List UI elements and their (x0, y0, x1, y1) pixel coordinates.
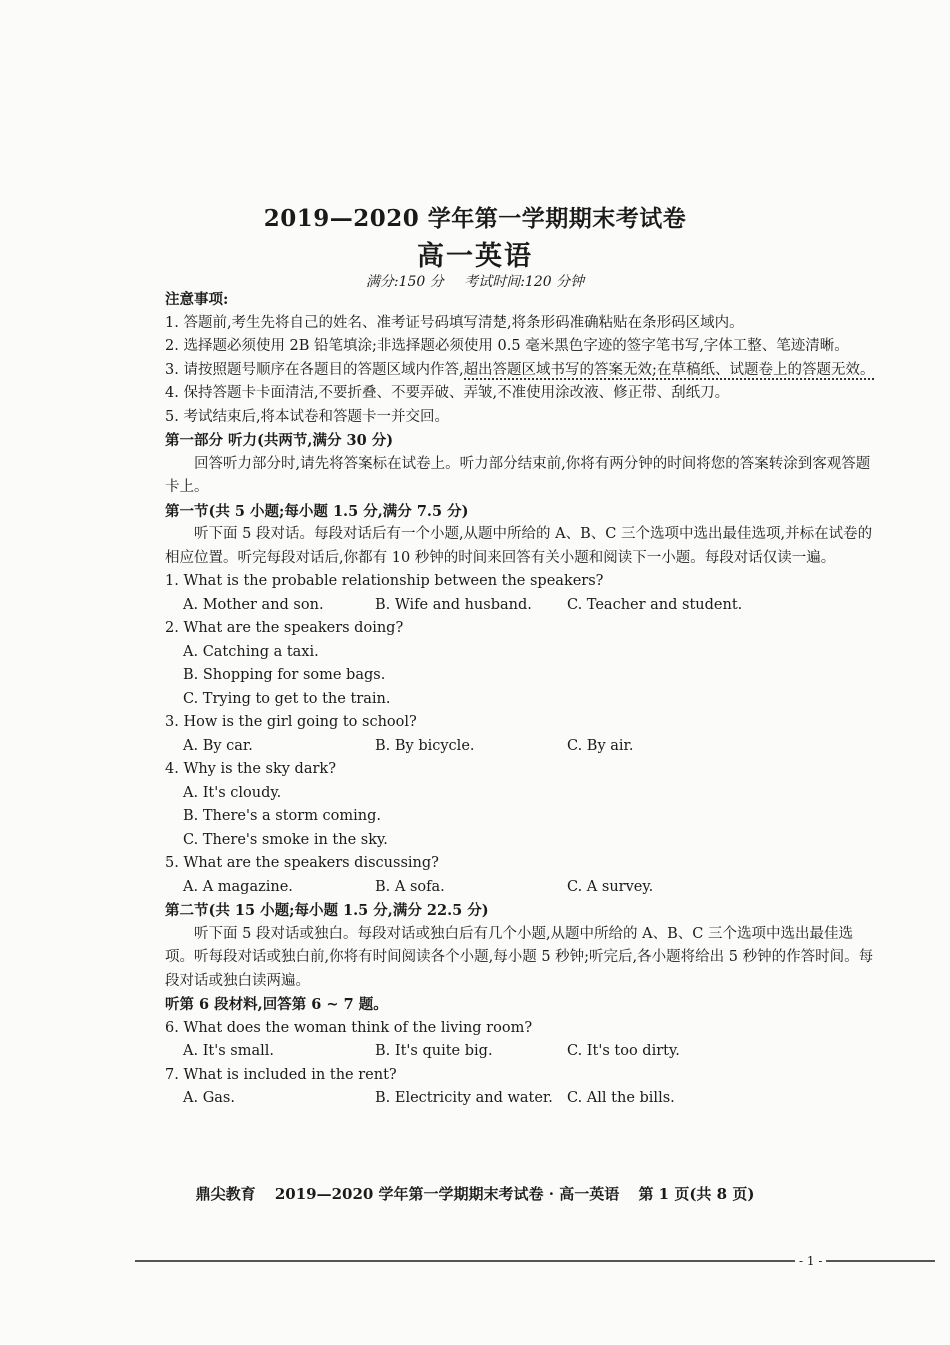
section1-intro: 听下面 5 段对话。每段对话后有一个小题,从题中所给的 A、B、C 三个选项中选出最佳选项,并标在试卷的相应位置。听完每段对话后,你都有 10 秒钟的时间来回答有关小题和阅读下一小题。每段对话仅读一遍。 (165, 526, 873, 566)
question-2: 2. What are the speakers doing? (165, 620, 404, 636)
section2-intro: 听下面 5 段对话或独白。每段对话或独白后有几个小题,从题中所给的 A、B、C 三个选项中选出最佳选项。听每段对话或独白前,你将有时间阅读各个小题,每小题 5 秒钟;听完后,各小题将给出 5 秒钟的作答时间。每段对话或独白读两遍。 (165, 925, 874, 989)
page-footer (0, 1183, 950, 1204)
option-b: B. By bicycle. (375, 737, 475, 754)
option-a: A. By car. (183, 737, 253, 754)
note-item (165, 359, 877, 383)
notes-heading: 注意事项: (165, 291, 229, 308)
option-a: A. Catching a taxi. (183, 643, 319, 660)
question-1-options (165, 594, 877, 618)
section2-heading: 第二节(共 15 小题;每小题 1.5 分,满分 22.5 分) (165, 902, 489, 919)
time-info: 考试时间:120 分钟 (464, 274, 585, 290)
material-label: 听第 6 段材料,回答第 6 ~ 7 题。 (165, 996, 388, 1013)
part1-intro: 回答听力部分时,请先将答案标在试卷上。听力部分结束前,你将有两分钟的时间将您的答案转涂到客观答题卡上。 (165, 455, 871, 495)
option-c: C. It's too dirty. (567, 1043, 680, 1059)
question-3-options (165, 735, 877, 759)
note-text: 3. 请按照题号顺序在各题目的答题区域内作答, (165, 361, 464, 378)
question-7-options (165, 1087, 877, 1111)
note-item: 5. 考试结束后,将本试卷和答题卡一并交回。 (165, 408, 450, 425)
part1-heading: 第一部分 听力(共两节,满分 30 分) (165, 432, 394, 449)
note-item: 4. 保持答题卡卡面清洁,不要折叠、不要弄破、弄皱,不准使用涂改液、修正带、刮纸刀。 (165, 385, 730, 401)
question-5: 5. What are the speakers discussing? (165, 855, 439, 871)
exam-title: 2019—2020 学年第一学期期末考试卷 (263, 205, 687, 232)
question-1: 1. What is the probable relationship between the speakers? (165, 573, 604, 589)
exam-content (165, 288, 877, 1111)
option-c: C. Trying to get to the train. (183, 690, 391, 707)
option-a: A. It's small. (183, 1043, 275, 1059)
question-4: 4. Why is the sky dark? (165, 761, 336, 777)
note-item: 2. 选择题必须使用 2B 铅笔填涂;非选择题必须使用 0.5 毫米黑色字迹的签字笔书写,字体工整、笔迹清晰。 (165, 338, 849, 354)
note-item: 1. 答题前,考生先将自己的姓名、准考证号码填写清楚,将条形码准确粘贴在条形码区域内。 (165, 314, 744, 331)
footer-publisher: 鼎尖教育 (195, 1185, 256, 1203)
score-info: 满分:150 分 (365, 274, 444, 290)
option-a: A. A magazine. (183, 878, 293, 895)
question-6: 6. What does the woman think of the living room? (165, 1019, 533, 1036)
question-3: 3. How is the girl going to school? (165, 714, 417, 730)
footer-page: 第 1 页(共 8 页) (638, 1185, 755, 1203)
option-b: B. There's a storm coming. (183, 808, 382, 824)
footer-exam: 2019—2020 学年第一学期期末考试卷 · 高一英语 (274, 1185, 620, 1203)
option-c: C. All the bills. (567, 1090, 675, 1106)
option-b: B. It's quite big. (375, 1043, 493, 1059)
option-b: B. Electricity and water. (375, 1090, 553, 1106)
option-c: C. A survey. (567, 878, 654, 895)
option-b: B. A sofa. (375, 878, 445, 895)
page-number: - 1 - (795, 1254, 826, 1268)
option-c: C. There's smoke in the sky. (183, 831, 388, 848)
option-a: A. Mother and son. (183, 596, 324, 613)
option-c: C. By air. (567, 737, 634, 754)
question-6-options (165, 1040, 877, 1064)
note-emphasis: 超出答题区域书写的答案无效;在草稿纸、试题卷上的答题无效。 (463, 361, 875, 378)
option-a: A. Gas. (183, 1090, 235, 1106)
option-b: B. Shopping for some bags. (183, 667, 386, 683)
question-7: 7. What is included in the rent? (165, 1066, 397, 1083)
option-a: A. It's cloudy. (183, 784, 282, 801)
section1-heading: 第一节(共 5 小题;每小题 1.5 分,满分 7.5 分) (165, 502, 469, 520)
option-c: C. Teacher and student. (567, 596, 743, 613)
option-b: B. Wife and husband. (375, 596, 532, 613)
question-5-options (165, 876, 877, 900)
exam-subject: 高一英语 (417, 241, 533, 272)
